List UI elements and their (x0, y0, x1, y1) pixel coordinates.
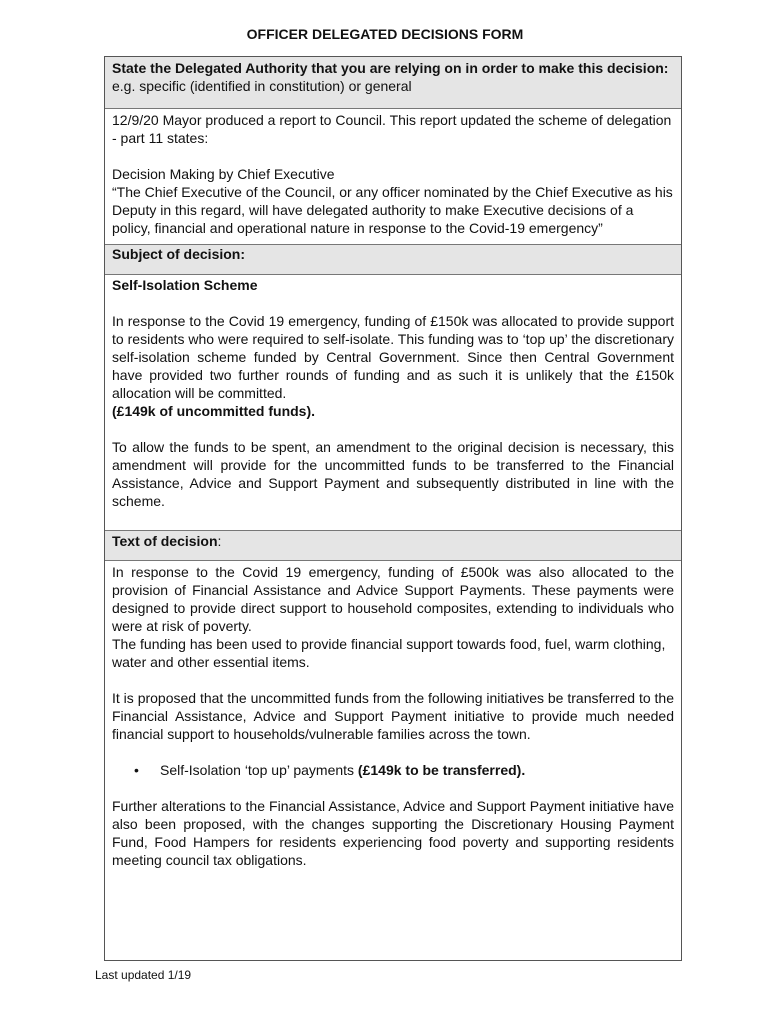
decision-paragraph-4: Further alterations to the Financial Assistance, Advice and Support Payment initiative have also been proposed, with the changes supporting the Discretionary Housing Payment Fund, Food Hampers for residents experiencing food poverty and supporting residents meeting council tax obligations. (112, 798, 674, 868)
bullet-text-plain: Self-Isolation ‘top up’ payments (160, 762, 358, 778)
authority-quote-text: “The Chief Executive of the Council, or any officer nominated by the Chief Executive as his Deputy in this regard, will have delegated authority to make Executive decisions of a policy, financial and operational nature in response to the Covid-19 emergency” (112, 184, 673, 236)
decision-heading-row (105, 530, 681, 560)
subject-body-row (105, 274, 681, 530)
authority-report-text: 12/9/20 Mayor produced a report to Council. This report updated the scheme of delegation - part 11 states: (112, 112, 672, 146)
bullet-item (112, 761, 674, 779)
bullet-text-bold: (£149k to be transferred). (357, 762, 526, 778)
subject-heading: Subject of decision: (112, 246, 246, 262)
bullet-symbol: • (134, 762, 139, 778)
footer-last-updated: Last updated 1/19 (95, 968, 192, 982)
decision-heading-text: Text of decision (112, 533, 218, 549)
decision-heading (105, 531, 681, 550)
authority-heading-suffix: e.g. specific (identified in constitution) or general (112, 78, 412, 94)
subject-heading-row (105, 244, 681, 274)
uncommitted-funds-note: (£149k of uncommitted funds). (112, 403, 316, 419)
decision-paragraph-1: In response to the Covid 19 emergency, funding of £500k was also allocated to the provision of Financial Assistance and Advice Support Payments. These payments were designed to provide direct support to household composites, extending to individuals who were at risk of poverty. (112, 564, 674, 634)
authority-decision-making-text: Decision Making by Chief Executive (112, 166, 335, 182)
subject-paragraph-2: To allow the funds to be spent, an amendment to the original decision is necessary, this amendment will provide for the uncommitted funds to be transferred to the Financial Assistance, Advice and Support Payment and subsequently distributed in line with the scheme. (112, 439, 674, 509)
form-title: OFFICER DELEGATED DECISIONS FORM (246, 26, 524, 42)
decision-paragraph-2: The funding has been used to provide financial support towards food, fuel, warm clothing, water and other essential items. (112, 636, 666, 670)
authority-heading-text: State the Delegated Authority that you are relying on in order to make this decision: (112, 60, 669, 76)
decision-heading-colon: : (217, 533, 222, 549)
bullet-text (160, 761, 525, 779)
decision-paragraph-3: It is proposed that the uncommitted funds from the following initiatives be transferred to the Financial Assistance, Advice and Support Payment initiative to provide much needed financial support to households/vulnerable families across the town. (112, 690, 674, 742)
authority-heading-row (105, 57, 681, 108)
authority-body-row (105, 108, 681, 244)
decision-body-row (105, 560, 681, 960)
scheme-name: Self-Isolation Scheme (112, 277, 258, 293)
authority-heading (105, 57, 681, 95)
decision-form-table (104, 56, 682, 961)
subject-paragraph-1: In response to the Covid 19 emergency, funding of £150k was allocated to provide support to residents who were required to self-isolate. This funding was to ‘top up’ the discretionary self-isolation scheme funded by Central Government. Since then Central Government have provided two further rounds of funding and as such it is unlikely that the £150k allocation will be committed. (112, 313, 674, 401)
